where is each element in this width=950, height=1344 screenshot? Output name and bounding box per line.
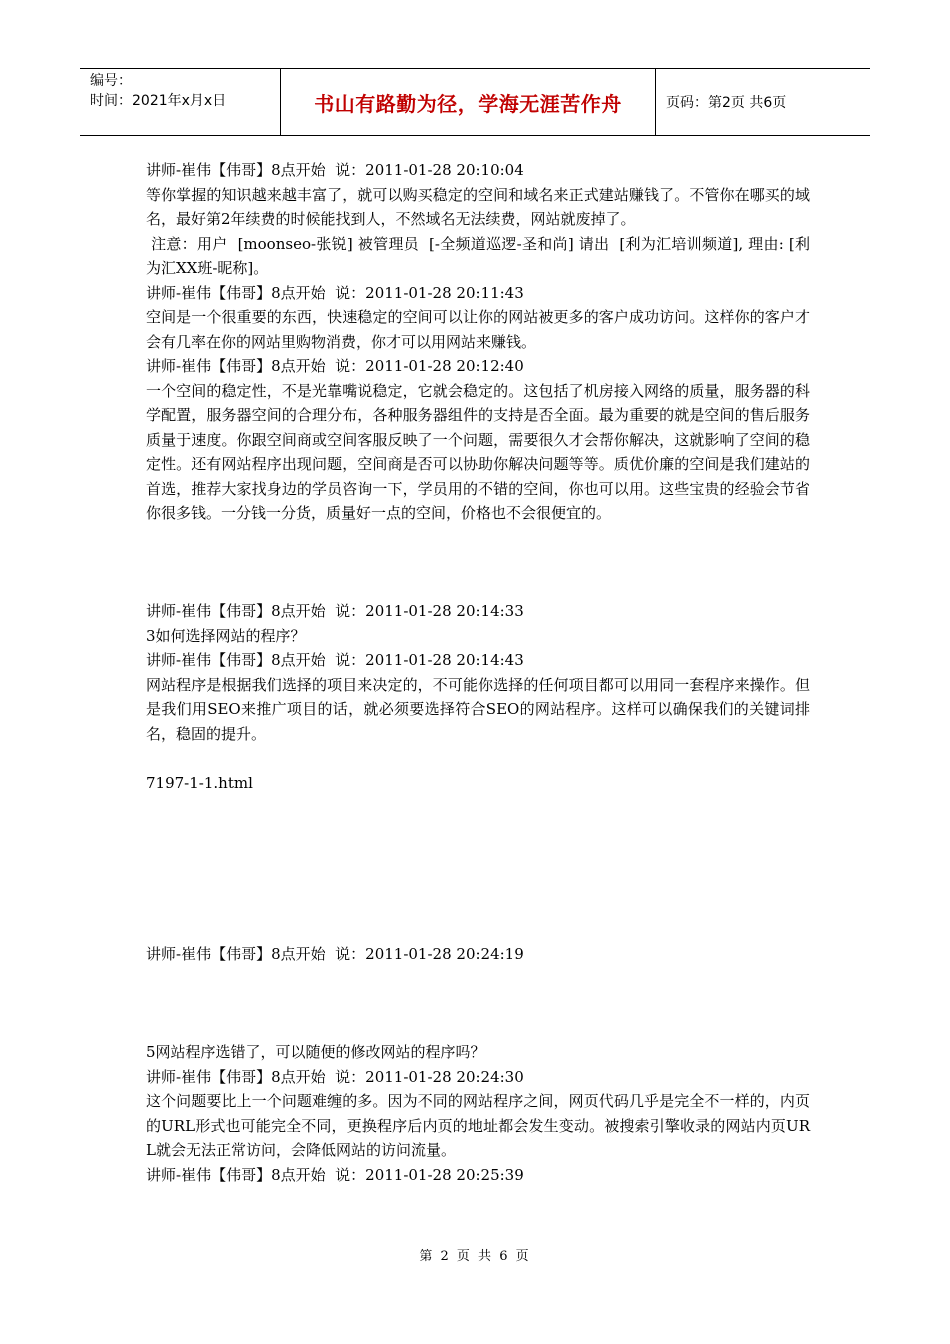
- blank-line: [146, 991, 810, 1016]
- document-body: [146, 158, 810, 1187]
- blank-line: [146, 844, 810, 869]
- blank-line: [146, 869, 810, 894]
- blank-line: [146, 820, 810, 845]
- body-paragraph: 讲师-崔伟【伟哥】8点开始 说：2011-01-28 20:14:33: [146, 602, 524, 620]
- header-meta-cell: [80, 69, 281, 135]
- body-paragraph: 5网站程序选错了，可以随便的修改网站的程序吗？: [146, 1043, 486, 1061]
- body-paragraph: 讲师-崔伟【伟哥】8点开始 说：2011-01-28 20:25:39: [146, 1165, 524, 1184]
- body-paragraph: 讲师-崔伟【伟哥】8点开始 说：2011-01-28 20:14:43: [146, 651, 524, 669]
- blank-line: [146, 795, 810, 820]
- body-paragraph: 网站程序是根据我们选择的项目来决定的，不可能你选择的任何项目都可以用同一套程序来操作。但是我们用SEO来推广项目的话，就必须要选择符合SEO的网站程序。这样可以确保我们的关键词排名，稳固的提升。: [146, 675, 810, 743]
- header-motto: 书山有路勤为径，学海无涯苦作舟: [281, 69, 656, 135]
- blank-line: [146, 967, 810, 992]
- body-paragraph: 讲师-崔伟【伟哥】8点开始 说：2011-01-28 20:24:19: [146, 945, 524, 963]
- body-paragraph: 7197-1-1.html: [146, 773, 253, 792]
- body-paragraph: 空间是一个很重要的东西，快速稳定的空间可以让你的网站被更多的客户成功访问。这样你的客户才会有几率在你的网站里购物消费，你才可以用网站来赚钱。: [146, 308, 810, 351]
- body-paragraph: 注意：用户 [moonseo-张锐] 被管理员 [-全频道巡逻-圣和尚] 请出 [利为汇培训频道], 理由: [利为汇XX班-昵称]。: [146, 234, 810, 277]
- body-paragraph: 讲师-崔伟【伟哥】8点开始 说：2011-01-28 20:10:04: [146, 161, 524, 179]
- blank-line: [146, 550, 810, 575]
- body-paragraph: 一个空间的稳定性，不是光靠嘴说稳定，它就会稳定的。这包括了机房接入网络的质量，服务器的科学配置，服务器空间的合理分布，各种服务器组件的支持是否全面。最为重要的就是空间的售后服务质量于速度。你跟空间商或空间客服反映了一个问题，需要很久才会帮你解决，这就影响了空间的稳定性。还有网站程序出现问题，空间商是否可以协助你解决问题等等。质优价廉的空间是我们建站的首选，推荐大家找身边的学员咨询一下，学员用的不错的空间，你也可以用。这些宝贵的经验会节省你很多钱。一分钱一分货，质量好一点的空间，价格也不会很便宜的。: [146, 381, 810, 522]
- body-paragraph: 讲师-崔伟【伟哥】8点开始 说：2011-01-28 20:24:30: [146, 1067, 524, 1086]
- body-paragraph: 3如何选择网站的程序？: [146, 626, 306, 645]
- document-header: [80, 68, 870, 136]
- blank-line: [146, 575, 810, 600]
- page-footer: 第 2 页 共 6 页: [419, 1249, 531, 1264]
- body-paragraph: 这个问题要比上一个问题难缠的多。因为不同的网站程序之间，网页代码几乎是完全不一样的，内页的URL形式也可能完全不同，更换程序后内页的地址都会发生变动。被搜索引擎收录的网站内页URL就会无法正常访问，会降低网站的访问流量。: [146, 1092, 810, 1159]
- blank-line: [146, 1016, 810, 1041]
- blank-line: [146, 526, 810, 551]
- blank-line: [146, 746, 810, 771]
- body-paragraph: 等你掌握的知识越来越丰富了，就可以购买稳定的空间和域名来正式建站赚钱了。不管你在哪买的域名，最好第2年续费的时候能找到人，不然域名无法续费，网站就废掉了。: [146, 185, 810, 228]
- header-date-label: 时间：2021年x月x日: [90, 93, 227, 109]
- body-paragraph: 讲师-崔伟【伟哥】8点开始 说：2011-01-28 20:11:43: [146, 283, 524, 302]
- blank-line: [146, 893, 810, 918]
- header-page-label: 页码：第2页 共6页: [666, 95, 787, 111]
- body-paragraph: 讲师-崔伟【伟哥】8点开始 说：2011-01-28 20:12:40: [146, 357, 524, 375]
- header-number-label: 编号：: [90, 73, 132, 89]
- blank-line: [146, 918, 810, 943]
